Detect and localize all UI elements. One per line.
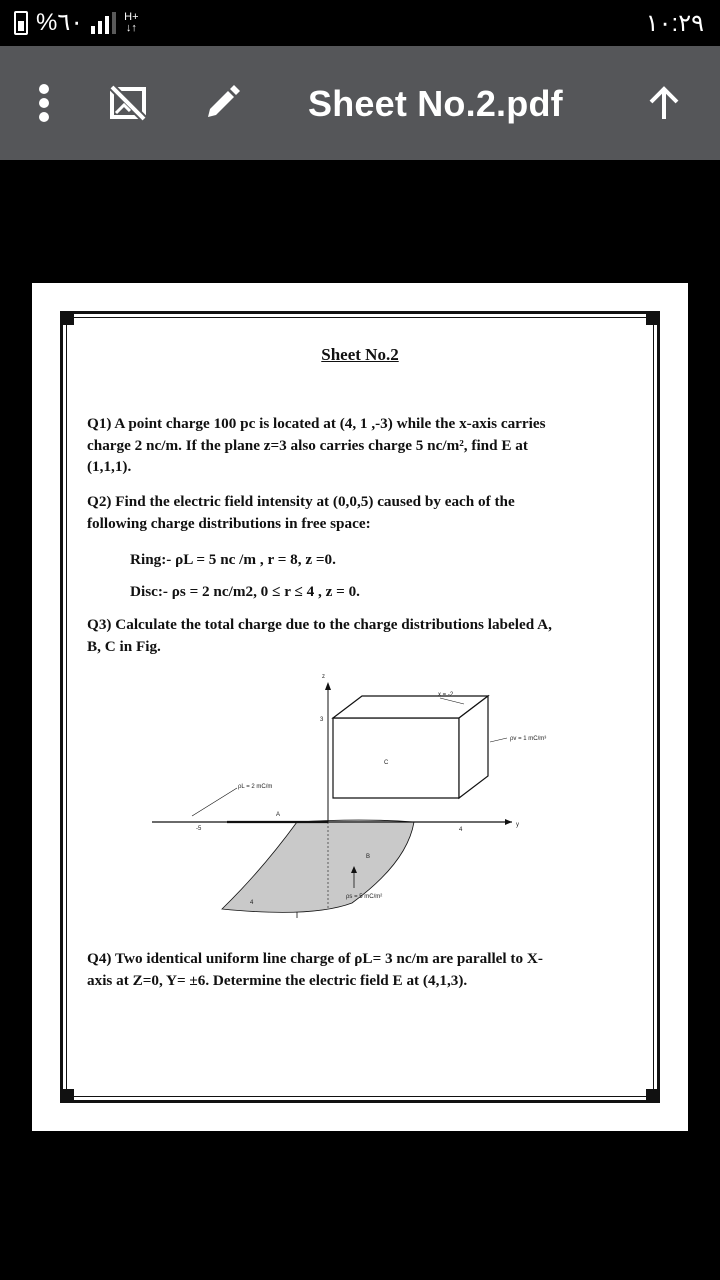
rho-v-label: ρv = 1 mC/m³	[510, 736, 547, 742]
q2-line: Q2) Find the electric field intensity at (0,0,5) caused by each of the	[87, 493, 515, 510]
no-image-icon[interactable]	[104, 79, 152, 127]
rho-s-label: ρs = 5 mC/m²	[346, 894, 383, 900]
question-3	[87, 614, 615, 657]
q1-line: (1,1,1).	[87, 458, 132, 475]
tick-label: 4	[459, 827, 463, 833]
z-axis-arrow	[325, 682, 331, 690]
tick-label: 4	[250, 900, 254, 906]
volume-charge-c-front	[333, 718, 459, 798]
arrow-up-icon[interactable]	[640, 79, 688, 127]
bottom-area	[0, 1200, 720, 1280]
question-4	[87, 948, 615, 991]
q1-line: Q1) A point charge 100 pc is located at (4, 1 ,-3) while the x-axis carries	[87, 415, 546, 432]
x-plane-label: x = -2	[438, 692, 454, 698]
signal-icon	[91, 12, 116, 34]
q4-line: axis at Z=0, Y= ±6. Determine the electric field E at (4,1,3).	[87, 971, 468, 989]
sheet-heading: Sheet No.2	[321, 345, 399, 364]
more-vert-icon[interactable]	[20, 79, 68, 127]
status-left	[14, 8, 139, 37]
tick-label: 3	[320, 717, 324, 723]
question-1	[87, 413, 615, 478]
q2-line: following charge distributions in free space:	[87, 514, 371, 532]
data-activity-icon: ↓↑	[125, 21, 137, 34]
surface-charge-b	[222, 820, 414, 912]
q1-line: charge 2 nc/m. If the plane z=3 also carries charge 5 nc/m², find E at	[87, 436, 528, 454]
document-title: Sheet No.2.pdf	[308, 83, 563, 124]
pencil-icon[interactable]	[198, 79, 246, 127]
question-2	[87, 491, 615, 534]
network-type	[124, 12, 138, 34]
status-time: ١٠:٢٩	[645, 10, 704, 37]
label-b: B	[366, 854, 371, 860]
q2-ring: Ring:- ρL = 5 nc /m , r = 8, z =0.	[130, 551, 336, 568]
y-axis-label: y	[516, 822, 519, 828]
q3-line: B, C in Fig.	[87, 637, 161, 655]
viewer-toolbar	[0, 46, 720, 160]
status-bar	[0, 0, 720, 46]
charge-distribution-figure	[152, 658, 552, 938]
document-content	[32, 283, 688, 1131]
battery-percent: %٦٠	[36, 9, 84, 36]
battery-icon	[14, 11, 28, 35]
rho-l-label: ρL = 2 mC/m	[238, 784, 273, 790]
rho-l-pointer	[192, 788, 237, 816]
label-c: C	[384, 760, 389, 766]
pdf-page[interactable]	[32, 283, 688, 1131]
q2-disc: Disc:- ρs = 2 nc/m2, 0 ≤ r ≤ 4 , z = 0.	[130, 583, 360, 600]
rho-v-pointer	[490, 738, 507, 742]
q3-line: Q3) Calculate the total charge due to the charge distributions labeled A,	[87, 616, 552, 633]
label-a: A	[276, 812, 281, 818]
z-axis-label: z	[322, 674, 325, 680]
y-axis-arrow	[505, 819, 512, 825]
network-label: H+	[124, 10, 139, 23]
q4-line: Q4) Two identical uniform line charge of ρL= 3 nc/m are parallel to X-	[87, 950, 543, 967]
tick-label: -5	[196, 826, 202, 832]
